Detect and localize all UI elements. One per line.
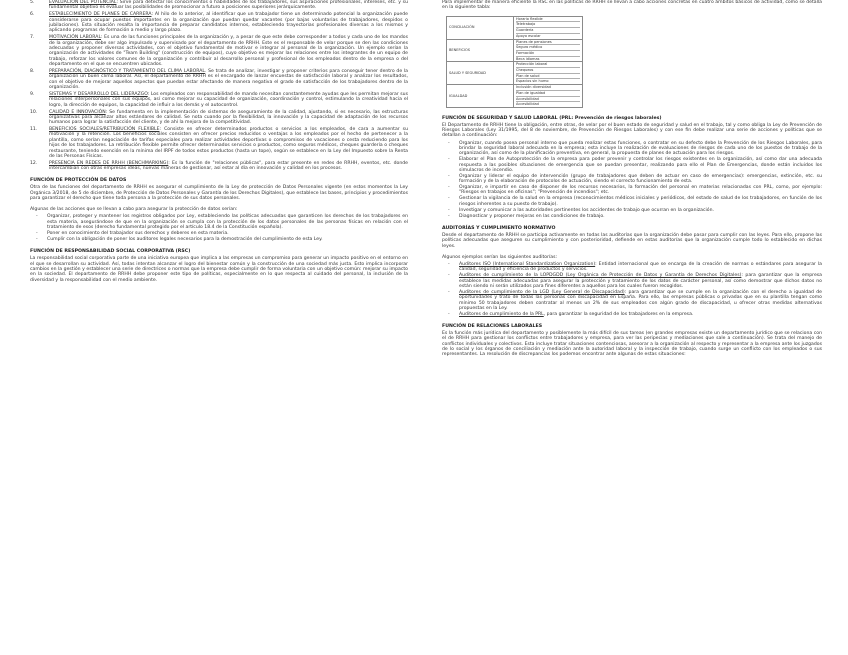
table-item: Horario flexible	[516, 17, 580, 23]
item-title: MOTIVACIÓN LABORAL	[49, 35, 102, 41]
item-number: 9.	[30, 91, 35, 97]
labor-relations-heading: FUNCIÓN DE RELACIONES LABORALES	[442, 324, 543, 330]
table-category-cell: CONCILIACIÓN	[447, 16, 514, 39]
table-items-cell	[514, 62, 583, 85]
table-row	[447, 85, 583, 108]
numbered-item	[30, 12, 408, 33]
data-protection-bullets	[30, 214, 408, 242]
table-item: Protección laboral	[516, 62, 580, 68]
list-item	[442, 312, 822, 317]
data-protection-heading: FUNCIÓN DE PROTECCIÓN DE DATOS	[30, 178, 127, 184]
list-item: - Diagnosticar y proponer mejoras en las condiciones de trabajo.	[442, 214, 822, 219]
audits-list	[442, 262, 822, 317]
table-item: Seguro médico	[516, 45, 580, 51]
table-row	[447, 39, 583, 62]
item-number: 11.	[30, 127, 38, 133]
table-item: Guardería	[516, 28, 580, 34]
item-title: CALIDAD E INNOVACIÓN	[49, 109, 106, 115]
table-items-cell	[514, 85, 583, 108]
csr-heading: FUNCIÓN DE RESPONSABILIDAD SOCIAL CORPORATIVA (RSC)	[30, 249, 191, 255]
table-item: Chequeos	[516, 68, 580, 74]
list-item: - Cumplir con la obligación de poner los auditores legales necesarios para la demostración del cumplimiento de esta Ley.	[30, 237, 408, 242]
table-category-cell: BENEFICIOS	[447, 39, 514, 62]
numbered-item	[30, 69, 408, 90]
safety-bullets	[442, 141, 822, 219]
table-item: Apoyo escolar	[516, 33, 541, 38]
item-text: . Se trata de analizar, investigar y proponer criterios para conseguir tener dentro de la organización un buen clima laboral. Así, el departamento de RRHH es el encargado de lanzar encuestas de satisfacción laboral y analizar los resultados, con el objetivo de mejorar aquellos aspectos que puedan estar afectando de manera negativa el grado de satisfacción de los trabajadores dentro de la organización.	[49, 68, 408, 90]
table-item: Espacios sin humo	[516, 79, 549, 84]
list-item: - Elaborar el Plan de Autoprotección de la empresa para poder prevenir y controlar los riesgos existentes en la organización, así como dar una adecuada respuesta a las posibles situaciones de emergencia que se puedan presentar, realizando para ello el Plan de Emergencias, donde están incluidos los simulacros de incendio.	[442, 157, 822, 173]
numbered-item	[30, 0, 408, 11]
item-text: : Los empleados con responsabilidad de mando necesitan constantemente ayudas que les permitan mejorar sus relaciones interpersonales con sus equipos, así como mejorar su capacidad de organización, coordinación y control, estimulando la creatividad hacia el logro, la dirección de equipos, la capacidad de influir a los demás y el autocontrol.	[49, 91, 408, 108]
item-number: 7.	[30, 35, 35, 41]
audit-text: , para garantizar la seguridad de los trabajadores en la empresa.	[543, 311, 694, 317]
item-title: PREPARACIÓN, DIAGNÓSTICO Y TRATAMIENTO DEL CLIMA LABORAL	[49, 68, 205, 74]
numbered-item	[30, 161, 408, 172]
table-item: Teletrabajo	[516, 22, 580, 28]
safety-heading: FUNCIÓN DE SEGURIDAD Y SALUD LABORAL (PRL: Prevención de riesgos laborales)	[442, 115, 662, 121]
table-item: Accesibilidad	[516, 97, 580, 103]
item-text: : Al hilo de lo anterior, al identificar que un trabajador tiene un determinado potencial la organización puede considerarse para ocupar puestos importantes en la organización que puedan quedar vacantes (por bajas voluntarias de trabajadores, despidos o jubilaciones). Esta situación resalta la importancia de preparar candidatos internos, estableciendo trayectorias profesionales diversas a los mismos y aplicando programas de formación a medio y largo plazo.	[49, 12, 408, 34]
audits-heading: AUDITORÍAS Y CUMPLIMIENTO NORMATIVO	[442, 225, 556, 231]
right-column	[442, 0, 822, 360]
list-item: - Organizar, proteger y mantener los registros obligados por Ley, estableciendo las políticas adecuadas que garanticen los derechos de los trabajadores en esta materia, asegurándose de que en la organización se cumpla con la protección de los datos personales de las personas físicas en relación con el tratamiento de esos (derecho fundamental protegido por el artículo 18.4 de la Constitución española).	[30, 214, 408, 230]
table-item: Formación	[516, 51, 580, 57]
table-item: Plan de igualdad	[516, 91, 580, 97]
labor-relations-text: Es la función más jurídica del departamento y posiblemente la más difícil de sus tareas (en grandes empresas existe un departamento jurídico que se relaciona con el de RRHH para gestionar los conflictos entre trabajadores y empresa, para ver las peripecias y mediaciones que sale a continuación). Se trata del manejo de conflictos individuales y colectivos. Esta incluye tratar situaciones contenciosas, asesorar a la organización al respecto y representar a la empresa ante los juzgados de lo social y los órganos de conciliación y mediación ante la autoridad laboral y la inspección de trabajo, cuando surge un conflicto con los empleados o sus representantes. La resolución de discrepancias los podemos encontrar ante algunas de estas situaciones:	[442, 331, 822, 358]
item-title: ESTABLECIMIENTO DE PLANES DE CARRERA	[49, 12, 152, 18]
list-item	[442, 262, 822, 273]
audit-text: : para garantizar que la empresa establece las medidas adecuadas para asegurar la protección y tratamiento de los datos de carácter personal, así como demostrar que dichos datos no están siendo ni serán utilizados para fines diferentes a aquellos para los cuales fueron recogidos.	[459, 273, 822, 289]
table-items-cell	[514, 16, 583, 39]
numbered-item	[30, 92, 408, 108]
list-item: - Investigar y comunicar a las autoridades pertinentes los accidentes de trabajo que ocurran en la organización.	[442, 208, 822, 213]
list-item: - Gestionar la vigilancia de la salud en la empresa (reconocimientos médicos iniciales y periódicos, del estado de salud de los trabajadores, en función de los riesgos inherentes a su puesto de trabajo).	[442, 196, 822, 207]
table-item: Inclusión diversidad	[516, 85, 580, 91]
csr-actions-table	[446, 16, 583, 108]
table-item: Beca idiomas	[516, 56, 540, 61]
table-category-cell: SALUD Y SEGURIDAD	[447, 62, 514, 85]
audit-text: : Entidad internacional que se encarga de la creación de normas o estándares para asegurar la calidad, seguridad y eficiencia de productos y servicios.	[459, 262, 822, 273]
data-protection-intro: Otra de las funciones del departamento de RRHH es asegurar el cumplimiento de la Ley de protección de Datos Personales vigente (en estos momentos la Ley Orgánica 3/2018, de 5 de diciembre, de Protección de Datos Personales y Garantía de los Derechos Digitales), que establece las bases, principios y procedimientos para garantizar el derecho que tiene toda persona a la protección de sus datos personales.	[30, 185, 408, 201]
audit-text: : para garantizar que se cumple en la organización con el derecho a igualdad de oportunidades y trato de todas las personas con discapacidad en España. Para ello, las empresas públicas o privadas que en su plantilla tengan como mínimo 50 trabajadores deben contratar al menos un 2% de sus empleados con algún grado de discapacidad, u ofrecer otras medidas alternativas propuestas en la Ley.	[459, 289, 822, 311]
item-text: : Es una de las funciones principales de la organización y, a pesar de que este debe corresponder a todos y cada uno de los mandos de la organización, debe ser algo impulsado y supervisado por el departamento de RRHH. Este es el responsable de velar porque se den las condiciones adecuadas y proponer diversas actividades, con el objetivo fundamental de motivar e integrar al personal de la organización. Un ejemplo serían la organización de actividades de "Team Building" (construcción de equipos), cuyo objetivo es mejorar las relaciones entre los integrantes de un equipo de trabajo, reforzar los valores comunes de la organización y contribuir al desarrollo personal y profesional de los empleados dentro de la empresa o del departamento en el que se encuentren ubicados.	[49, 35, 408, 67]
csr-text: La responsabilidad social corporativa parte de una iniciativa europea que implica a las empresas un compromiso para generar un impacto positivo en el entorno en el que se desarrollan su actividad. Así, todas intentan alcanzar el logro del bienestar común y la construcción de una sociedad más justa. Esto implica incorporar cambios en la gestión y establecer una serie de directrices o normas que la empresa debe cumplir de forma voluntaria con un objetivo común: mejorar su impacto en la sociedad. El departamento de RRHH debe proponer este tipo de políticas, especialmente en lo que respecta al cuidado del personal, la inclusión de la diversidad y la responsabilidad con el medio ambiente.	[30, 256, 408, 283]
item-text: : Consiste en ofrecer determinados productos o servicios a los empleados, de cara a aumentar su motivación y la retención. Los beneficios sociales consisten en ofrecer precios reducidos o ventajas a los empleados por el hecho de pertenecer a la plantilla, como serían negociación de tarifas especiales para realizar actividades deportivas o compromisos de vacaciones o cesta reduciendo para los hijos de los trabajadores. La retribución flexible permite ofrecer determinados servicios o productos, como seguros médicos, cheques guardería o cheques restaurante, teniendo exención en la mínima del IRPF de todos estos productos (hasta un tope), según se establece en la Ley del Impuesto sobre la Renta de las Personas Físicas.	[49, 127, 408, 159]
table-category-cell: IGUALDAD	[447, 85, 514, 108]
table-items-cell	[514, 39, 583, 62]
left-column	[30, 0, 408, 285]
table-item: Accesibilidad	[516, 102, 539, 107]
csr-table-intro: Para implementar de manera eficiente la RSC en las políticas de RRHH se llevan a cabo acciones concretas en cuatro ámbitos básicos de actividad, como se detalla en la siguiente tabla:	[442, 0, 822, 11]
table-row	[447, 62, 583, 85]
item-text: : Es la función de "relaciones públicas", para estar presente en redes de RRHH, eventos, etc. donde intercambian con otras empresas ideas, nuevas maneras de gestionar, así estar al día en innovación y calidad en los procesos.	[49, 160, 409, 172]
numbered-functions-list	[30, 0, 408, 171]
audits-lead: Algunos ejemplos serían las siguientes auditorías:	[442, 254, 558, 260]
audits-intro: Desde el departamento de RRHH se participa activamente en todas las auditorías que la organización debe pasar para cumplir con las leyes. Para ello, propone las políticas adecuadas que aseguren su cumplimiento y con posterioridad, defiende en estas auditorías que la organización cumple todo lo establecido en dichas leyes.	[442, 232, 822, 249]
item-number: 8.	[30, 68, 35, 74]
item-title: SISTEMAS Y DESARROLLO DEL LIDERAZGO	[49, 91, 148, 97]
table-row	[447, 16, 583, 39]
item-number: 12.	[30, 160, 38, 166]
audit-title: Auditores de cumplimiento de la LGD (Ley General de Discapacidad)	[459, 289, 625, 295]
item-title: EVALUACIÓN DEL POTENCIAL	[49, 0, 117, 5]
item-title: BENEFICIOS SOCIALES/RETRIBUCIÓN FLEXIBLE	[49, 127, 160, 133]
audit-title: Auditores de cumplimiento de la LOPDGDD (Ley Orgánica de Protección de Datos y Garantía de Derechos Digitales)	[459, 273, 742, 279]
list-item: - Poner en conocimiento del trabajador sus derechos y deberes en esta materia.	[30, 231, 408, 236]
list-item	[442, 273, 822, 289]
item-text: : Se fundamenta en la implementación de sistemas de aseguramiento de la calidad, ajustando, si es necesario, las estructuras organizativas para alcanzar altos estándares de calidad. Se nota cuando por la flexibilidad, la innovación y la capacidad de adaptación de los recursos humanos para lograr la satisfacción del cliente, y de ahí la mejora de la competitividad.	[49, 109, 408, 126]
list-item: - Organizar, e impartir en caso de disponer de los recursos necesarios, la formación del personal en materias relacionadas con PRL, como, por ejemplo: "Riesgos en trabajos en oficinas"; "Prevención de incendios"; etc.	[442, 185, 822, 196]
numbered-item	[30, 35, 408, 67]
item-number: 10.	[30, 109, 38, 115]
item-number: 6.	[30, 12, 35, 18]
audit-title: Auditores ISO (International Standardization Organization)	[459, 262, 596, 267]
numbered-item	[30, 127, 408, 159]
list-item: - Organizar y liderar el equipo de intervención (grupo de trabajadores que deben de actuar en caso de emergencias): emergencias, extinción, etc. su formación y de la elaboración de protocolos de actuación, siendo el correcto funcionamiento de esta.	[442, 174, 822, 185]
list-item	[442, 290, 822, 311]
table-item: Plan de salud	[516, 74, 580, 80]
safety-intro: El Departamento de RRHH tiene la obligación, entre otras, de velar por el buen estado de seguridad y salud en el trabajo, tal y como obliga la Ley de Prevención de Riesgos Laborales (Ley 31/1995, del 8 de noviembre, de Prevención de Riesgos Laborales) y con ese fin debe realizar una serie de acciones y políticas que se detallan a continuación:	[442, 122, 822, 139]
numbered-item	[30, 110, 408, 126]
list-item: - Organizar, cuando posea personal interno que pueda realizar estas funciones, o contratar en su defecto debe la Prevención de los Riesgos Laborales, para brindar la seguridad laboral adecuada en la empresa; esta incluye la realización de evaluaciones de riesgos de cada uno de los puestos de trabajo de la organización, así como de la planificación preventiva, en general, la propuesta de planes de actuación para los riesgos.	[442, 141, 822, 157]
item-text: : Sirve para detectar los conocimientos o habilidades de los trabajadores, sus aspiraciones profesionales, intereses, etc. y su fundamental objetivo es evaluar las posibilidades de promocionar a futuro a posiciones superiores jerárquicamente.	[49, 0, 408, 11]
item-number: 5.	[30, 0, 35, 5]
table-item: Planes de pensiones	[516, 40, 580, 46]
data-protection-lead: Algunas de las acciones que se llevan a cabo para asegurar la protección de datos serían:	[30, 207, 238, 213]
audit-title: Auditores de cumplimiento de la PRL	[459, 311, 544, 317]
item-title: PRESENCIA EN REDES DE RRHH (BENCHMARKING)	[49, 160, 169, 166]
